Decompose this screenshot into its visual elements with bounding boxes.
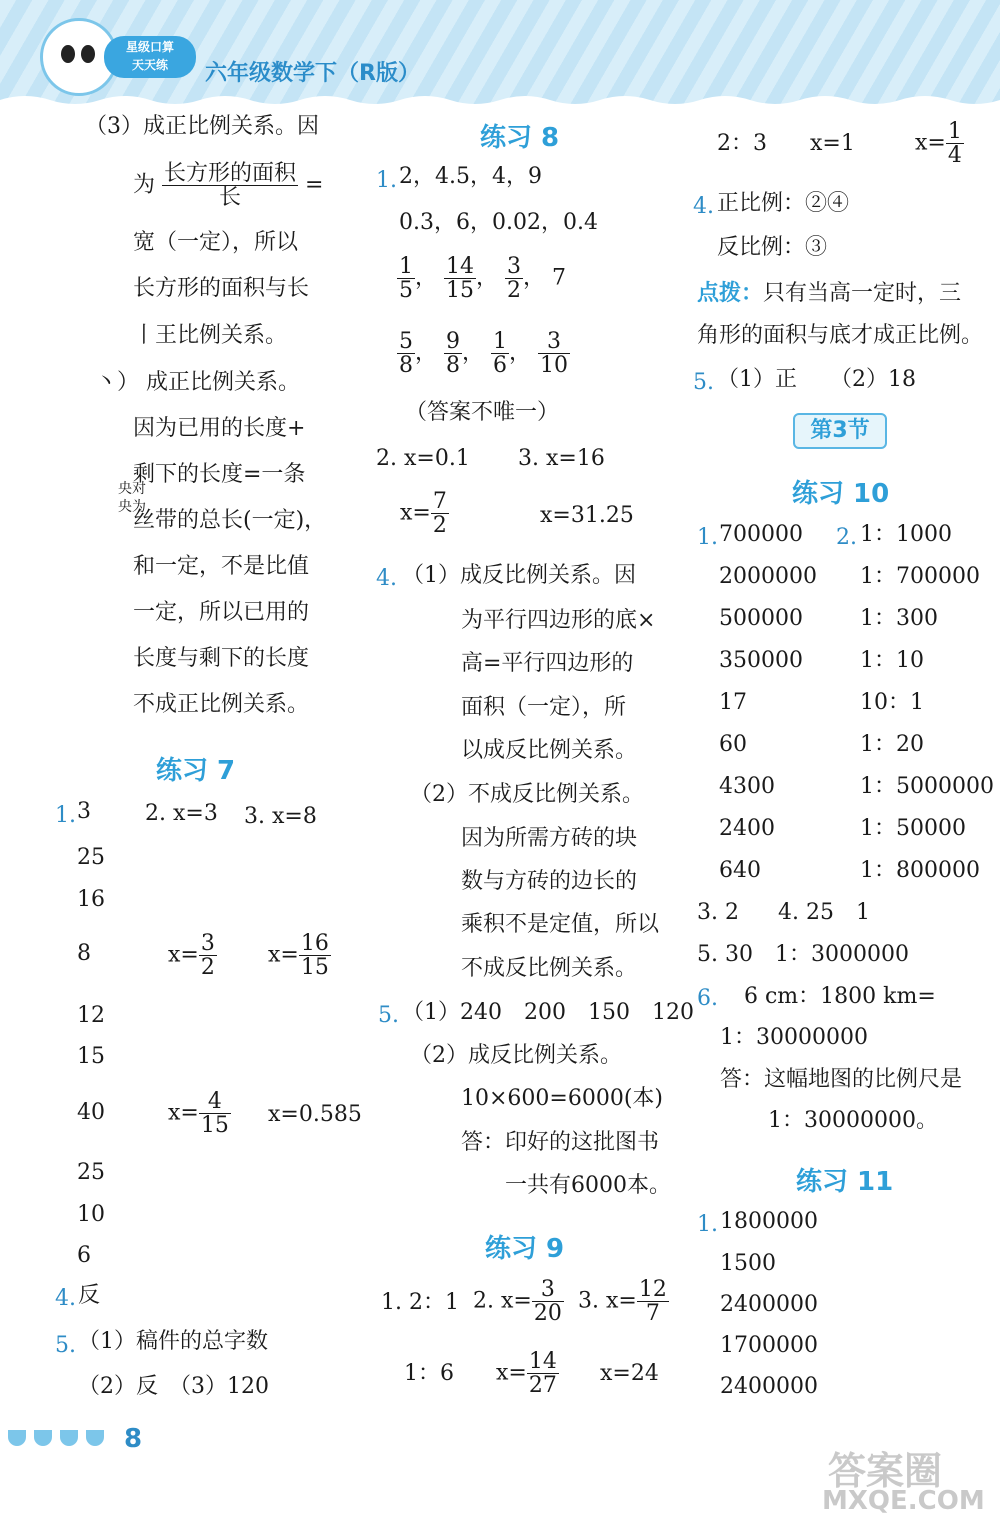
c1-line9: 丝带的总长(一定)， [133,508,327,533]
c2-q5-line2: （2）成反比例关系。 [410,1043,622,1068]
q1-answer-4: 8 [77,941,91,966]
c2-q4-line2: 为平行四边形的底× [461,608,656,633]
c1-line3: 宽（一定），所以 [133,230,299,255]
c2-q4-line8: 数与方砖的边长的 [461,869,638,894]
c2-q1-number: 1. [376,168,397,193]
c2-q4-line10: 不成反比例关系。 [461,956,638,981]
c3-a3: x= $\frac{1}{4}$ [915,119,962,169]
c3-c1-number: 1. [697,525,718,550]
c2-s1: 1. 2：1 [381,1290,459,1315]
c3-d1-4: 1700000 [720,1333,818,1358]
q3-answer-2: x=0.585 [268,1102,362,1127]
c1-line4: 长方形的面积与长 [133,276,310,301]
c1-fragment-b: 央为 [118,499,146,515]
c1-line11: 一定，所以已用的 [133,600,310,625]
c2-q4-line9: 乘积不是定值，所以 [461,912,660,937]
c2-s4: 1：6 [404,1361,454,1386]
c2-s6: x=24 [600,1361,659,1386]
c3-q6-line1: 6 cm：1800 km= [744,984,936,1009]
q1-answer-1: 3 [77,799,91,824]
q2-answer: 2. x=3 [145,801,218,826]
c1-line6: 丶） 成正比例关系。 [95,370,300,395]
c2-q5-line4: 答：印好的这批图书 [461,1130,660,1155]
c3-a2: x=1 [810,131,855,156]
c3-q5b: 5. 30 1：3000000 [697,942,909,967]
c3-q6-number: 6. [697,986,718,1011]
c3-c2-7: 1：5000000 [860,774,994,799]
q2-fraction-answer-2: x= $\frac{4}{15}$ [168,1089,229,1139]
footer-decoration [8,1430,26,1446]
c2-q1-row1: 2，4.5，4，9 [399,164,542,189]
watermark-url: MXQE.COM [822,1486,985,1516]
c2-q1-row2: 0.3，6，0.02，0.4 [399,210,598,235]
c3-c2-6: 1：20 [860,732,924,757]
q1-answer-5: 12 [77,1003,105,1028]
c2-q5-line3: 10×600=6000(本) [461,1086,664,1111]
q3-fraction-answer: x= $\frac{16}{15}$ [268,931,329,981]
c2-q5-line5: 一共有6000本。 [505,1173,671,1198]
c3-c1-1: 700000 [719,522,803,547]
q5-answer-1: （1）稿件的总字数 [78,1329,268,1354]
c3-q5: （1）正 （2）18 [717,367,916,392]
c3-c1-7: 4300 [719,774,775,799]
c1-fraction-line: 为 $\frac{\text{长方形的面积}}{\text{长}}$ = [133,161,324,211]
q1-answer-8: 25 [77,1160,105,1185]
c1-line8: 剩下的长度=一条 [133,462,306,487]
c3-c1-6: 60 [719,732,747,757]
c3-q4-line1: 正比例：②④ [717,191,850,216]
c2-q1-fractions-2: $\frac{5}{8}$ ， $\frac{9}{8}$ ， $\frac{1}{6}$ ， $\frac{3}{10}$ [399,329,568,379]
c1-line1: （3）成正比例关系。因 [85,114,319,139]
q5-answer-2: （2）反 （3）120 [78,1374,269,1399]
c3-c1-2: 2000000 [719,564,817,589]
c1-line5: ⼁王比例关系。 [133,323,288,348]
c2-q4-line7: 因为所需方砖的块 [461,826,638,851]
q4-number: 4. [55,1286,76,1311]
c2-q2-answer: 2. x=0.1 [376,446,470,471]
header-wave [0,92,1000,110]
q1-answer-7: 40 [77,1100,105,1125]
q1-number: 1. [55,803,76,828]
c3-c1-8: 2400 [719,816,775,841]
c2-q1-fractions-1: $\frac{1}{5}$ ， $\frac{14}{15}$ ， $\frac{3}{2}$ ， 7 [399,254,566,304]
c2-q4-line6: （2）不成反比例关系。 [410,782,644,807]
section-title-8: 练习 8 [480,123,560,153]
c3-q4-line2: 反比例：③ [717,235,828,260]
q3-answer: 3. x=8 [244,804,317,829]
c3-c2-number: 2. [836,525,857,550]
c3-tip-line2: 角形的面积与底才成正比例。 [697,323,984,348]
section-title-9: 练习 9 [485,1234,565,1264]
c3-q6-line3: 答：这幅地图的比例尺是 [720,1067,963,1092]
c3-d1-1: 1800000 [720,1209,818,1234]
q1-answer-9: 10 [77,1202,105,1227]
c3-d1-5: 2400000 [720,1374,818,1399]
c2-q4-number: 4. [376,566,397,591]
q1-answer-10: 6 [77,1243,91,1268]
watermark-logo: 答案圈 [828,1449,943,1493]
q1-answer-2: 25 [77,845,105,870]
c3-d1-2: 1500 [720,1251,776,1276]
c2-s2: 2. x= $\frac{3}{20}$ [473,1277,562,1327]
page-number: 8 [124,1424,143,1454]
c3-d1-number: 1. [697,1212,718,1237]
c2-q2-fraction: x= $\frac{7}{2}$ [400,489,447,539]
section-title-10: 练习 10 [792,479,890,509]
c3-q4-number: 4. [693,194,714,219]
c1-line10: 和一定，不是比值 [133,554,310,579]
c3-c2-5: 10：1 [860,690,924,715]
c3-c1-3: 500000 [719,606,803,631]
c3-c2-8: 1：50000 [860,816,966,841]
c3-c1-5: 17 [719,690,747,715]
q4-answer: 反 [78,1283,101,1308]
c2-q4-line4: 面积（一定），所 [461,695,627,720]
book-title: 六年级数学下（R版） [205,61,420,86]
footer-decoration [34,1430,52,1446]
c2-s3: 3. x= $\frac{12}{7}$ [578,1277,667,1327]
c3-d1-3: 2400000 [720,1292,818,1317]
c1-line12: 长度与剩下的长度 [133,646,310,671]
footer-decoration [86,1430,104,1446]
section-title-11: 练习 11 [796,1167,894,1197]
c3-q4b: 4. 25 1 [778,900,870,925]
c3-c2-1: 1：1000 [860,522,952,547]
c3-q3: 3. 2 [697,900,739,925]
c3-c2-4: 1：10 [860,648,924,673]
c3-q6-line2: 1：30000000 [720,1025,868,1050]
c3-q6-line4: 1：30000000。 [768,1108,938,1133]
c2-q4-line5: 以成反比例关系。 [461,738,638,763]
c1-line13: 不成正比例关系。 [133,692,310,717]
c2-q5-number: 5. [378,1003,399,1028]
q1-answer-3: 16 [77,887,105,912]
brand-badge: 星级口算 天天练 [104,36,196,78]
c3-c1-4: 350000 [719,648,803,673]
c3-c2-2: 1：700000 [860,564,980,589]
c3-c2-3: 1：300 [860,606,938,631]
c2-q4-line3: 高=平行四边形的 [461,651,634,676]
c2-q3-answer: 3. x=16 [518,446,605,471]
section-title-7: 练习 7 [156,756,236,786]
q5-number: 5. [55,1333,76,1358]
c2-q5-line1: （1）240 200 150 120 [402,1000,694,1025]
c1-line7: 因为已用的长度+ [133,416,306,441]
c2-q4-line1: （1）成反比例关系。因 [402,563,636,588]
c3-q5-number: 5. [693,370,714,395]
c3-tip-line1: 点拨：只有当高一定时，三 [697,281,962,306]
c2-q3-answer-2: x=31.25 [540,503,634,528]
c1-fragment-a: 央对 [118,481,146,497]
c3-c2-9: 1：800000 [860,858,980,883]
chapter-badge: 第3节 [793,413,887,449]
c2-note: （答案不唯一） [405,400,560,425]
c3-c1-9: 640 [719,858,761,883]
footer-decoration [60,1430,78,1446]
c2-s5: x= $\frac{14}{27}$ [496,1349,557,1399]
q1-answer-6: 15 [77,1044,105,1069]
c3-a1: 2：3 [717,131,767,156]
q2-fraction-answer: x= $\frac{3}{2}$ [168,931,215,981]
